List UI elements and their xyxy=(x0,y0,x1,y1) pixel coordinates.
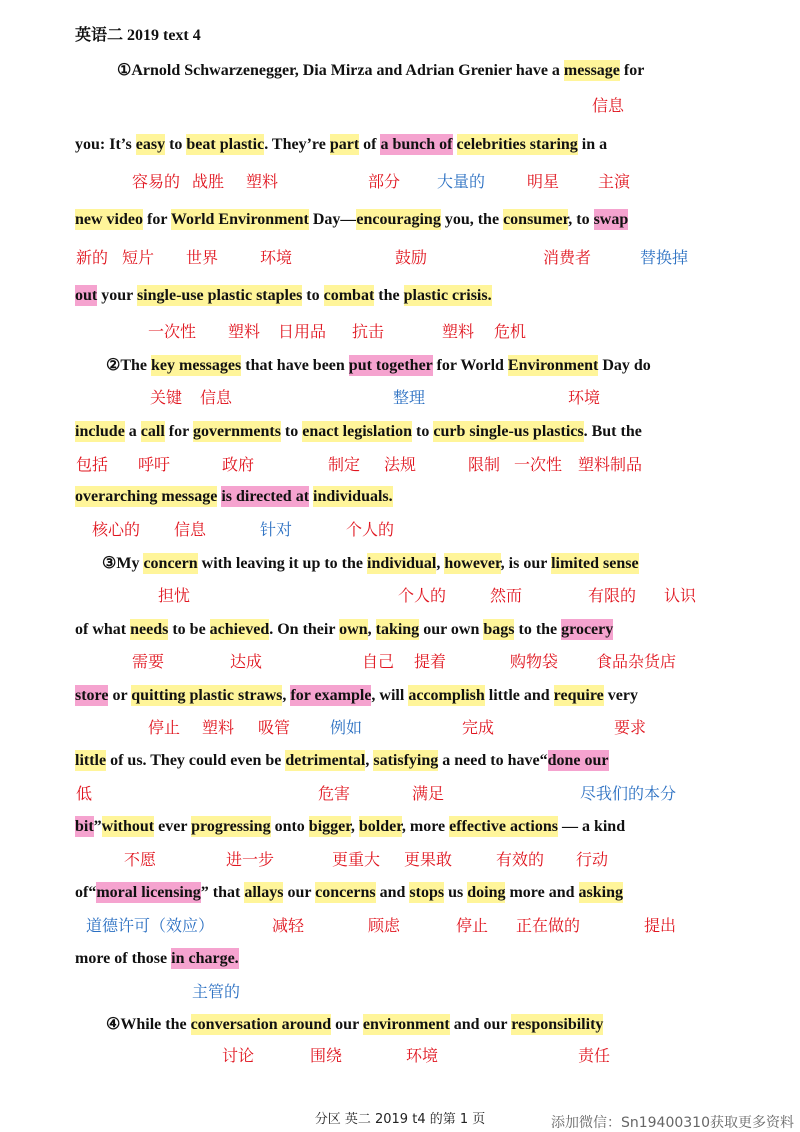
annotation: 整理 xyxy=(393,388,426,407)
highlight: without xyxy=(101,818,155,835)
text: us xyxy=(444,884,468,901)
text: for xyxy=(164,423,193,440)
p3-line5 xyxy=(75,816,625,838)
text: our xyxy=(331,1016,363,1033)
annotation: 日用品 xyxy=(278,322,327,341)
annotation: 关键 xyxy=(150,388,183,407)
annotation: 停止 xyxy=(456,916,489,935)
highlight: however xyxy=(444,555,501,572)
highlight-pink: done our xyxy=(547,752,609,769)
text: ever xyxy=(154,818,192,835)
text: , xyxy=(350,818,359,835)
annotation: 满足 xyxy=(412,784,445,803)
highlight: celebrities staring xyxy=(456,136,578,153)
annotation: 然而 xyxy=(490,586,523,605)
annotation: 自己 xyxy=(362,652,395,671)
annotation: 一次性 xyxy=(148,322,197,341)
highlight: achieved xyxy=(209,621,270,638)
highlight: quitting plastic straws xyxy=(131,687,283,704)
annotation: 个人的 xyxy=(346,520,395,539)
text: with leaving it up to the xyxy=(197,555,367,572)
highlight-pink: bit xyxy=(75,818,94,835)
annotation: 大量的 xyxy=(437,172,486,191)
annotation: 环境 xyxy=(568,388,601,407)
highlight: limited sense xyxy=(551,555,639,572)
p1-line3 xyxy=(75,209,628,231)
p1-line4 xyxy=(75,285,492,307)
annotation: 更果敢 xyxy=(404,850,453,869)
text: ③My xyxy=(102,555,144,572)
annotation: 更重大 xyxy=(332,850,381,869)
text: to xyxy=(280,423,303,440)
annotation: 部分 xyxy=(368,172,401,191)
highlight-pink: store xyxy=(75,687,109,704)
annotation: 需要 xyxy=(132,652,165,671)
annotation: 低 xyxy=(76,784,93,803)
annotation: 针对 xyxy=(260,520,293,539)
annotation: 道德许可（效应） xyxy=(86,916,215,935)
annotation: 提着 xyxy=(414,652,447,671)
annotation: 正在做的 xyxy=(516,916,581,935)
text xyxy=(453,136,457,153)
text: , is our xyxy=(500,555,552,572)
text: , xyxy=(282,687,291,704)
text: you, the xyxy=(440,211,504,228)
highlight-pink: put together xyxy=(348,357,433,374)
highlight: beat plastic xyxy=(186,136,265,153)
highlight: responsibility xyxy=(511,1016,604,1033)
annotation: 替换掉 xyxy=(640,248,689,267)
highlight: curb single-us plastics xyxy=(433,423,584,440)
annotation: 一次性 xyxy=(514,455,563,474)
highlight: accomplish xyxy=(408,687,485,704)
annotation: 进一步 xyxy=(226,850,275,869)
text: . But the xyxy=(583,423,642,440)
highlight: Environment xyxy=(507,357,599,374)
highlight: individuals. xyxy=(313,488,393,505)
p3-line1 xyxy=(102,553,639,575)
p2-line2 xyxy=(75,421,642,443)
annotation: 信息 xyxy=(592,96,625,115)
annotation: 要求 xyxy=(614,718,647,737)
text: to xyxy=(412,423,434,440)
annotation: 包括 xyxy=(76,455,109,474)
text: in a xyxy=(577,136,608,153)
text: — a kind xyxy=(557,818,626,835)
annotation: 顾虑 xyxy=(368,916,401,935)
text: for World xyxy=(432,357,508,374)
annotation: 围绕 xyxy=(310,1046,343,1065)
annotation: 不愿 xyxy=(124,850,157,869)
highlight: easy xyxy=(135,136,166,153)
highlight: bolder xyxy=(358,818,402,835)
text: you: It’s xyxy=(75,136,136,153)
highlight: asking xyxy=(578,884,623,901)
annotation: 讨论 xyxy=(222,1046,255,1065)
text: of xyxy=(359,136,381,153)
text: or xyxy=(108,687,132,704)
annotation: 环境 xyxy=(260,248,293,267)
text: , to xyxy=(568,211,594,228)
annotation: 食品杂货店 xyxy=(596,652,677,671)
highlight: plastic crisis. xyxy=(403,287,492,304)
annotation: 减轻 xyxy=(272,916,305,935)
annotation: 达成 xyxy=(230,652,263,671)
p2-line1 xyxy=(106,355,651,377)
annotation: 信息 xyxy=(174,520,207,539)
page-footer: 分区 英二 2019 t4 的第 1 页 xyxy=(314,1112,486,1127)
watermark-text: 添加微信：Sn19400310获取更多资料 xyxy=(550,1115,794,1131)
annotation: 鼓励 xyxy=(395,248,428,267)
highlight: needs xyxy=(130,621,169,638)
highlight-pink: swap xyxy=(593,211,629,228)
highlight: individual xyxy=(367,555,437,572)
doc-title: 英语二 2019 text 4 xyxy=(75,27,201,44)
highlight: part xyxy=(329,136,360,153)
text: Day— xyxy=(308,211,357,228)
highlight: consumer xyxy=(503,211,569,228)
annotation: 制定 xyxy=(328,455,361,474)
text: more of those xyxy=(75,950,172,967)
annotation: 核心的 xyxy=(92,520,141,539)
text: ” xyxy=(93,818,102,835)
annotation: 完成 xyxy=(462,718,495,737)
highlight: concern xyxy=(143,555,198,572)
annotation: 有限的 xyxy=(588,586,637,605)
annotation: 提出 xyxy=(644,916,677,935)
text: Day do xyxy=(598,357,651,374)
annotation: 呼吁 xyxy=(138,455,171,474)
highlight: allays xyxy=(244,884,284,901)
text: to xyxy=(165,136,187,153)
highlight-pink: in charge. xyxy=(171,950,239,967)
annotation: 塑料 xyxy=(202,718,235,737)
annotation: 认识 xyxy=(664,586,697,605)
annotation: 塑料制品 xyxy=(578,455,643,474)
highlight: bigger xyxy=(308,818,351,835)
p3-line3 xyxy=(75,685,638,707)
text: very xyxy=(603,687,638,704)
annotation: 主演 xyxy=(598,172,631,191)
text: . They’re xyxy=(264,136,330,153)
text: of us. They could even be xyxy=(106,752,286,769)
highlight: taking xyxy=(375,621,420,638)
highlight-pink: for example xyxy=(290,687,372,704)
p2-line3 xyxy=(75,486,393,508)
annotation: 战胜 xyxy=(192,172,225,191)
annotation: 个人的 xyxy=(398,586,447,605)
annotation: 购物袋 xyxy=(510,652,559,671)
text: . On their xyxy=(269,621,340,638)
text: to be xyxy=(168,621,210,638)
text: , more xyxy=(401,818,450,835)
annotation: 容易的 xyxy=(132,172,181,191)
highlight: key messages xyxy=(151,357,242,374)
text: and xyxy=(375,884,410,901)
highlight: own xyxy=(339,621,368,638)
highlight-pink: moral licensing xyxy=(96,884,201,901)
annotation: 例如 xyxy=(330,718,363,737)
text: and our xyxy=(449,1016,512,1033)
annotation: 危机 xyxy=(494,322,527,341)
annotation: 吸管 xyxy=(258,718,291,737)
annotation: 明星 xyxy=(527,172,560,191)
highlight: enact legislation xyxy=(302,423,413,440)
text: ④While the xyxy=(106,1016,191,1033)
annotation: 短片 xyxy=(122,248,155,267)
highlight: satisfying xyxy=(373,752,439,769)
highlight-pink: is directed at xyxy=(221,488,310,505)
text: the xyxy=(374,287,404,304)
annotation: 责任 xyxy=(578,1046,611,1065)
highlight: include xyxy=(75,423,125,440)
annotation: 塑料 xyxy=(246,172,279,191)
text: , xyxy=(365,752,374,769)
annotation: 抗击 xyxy=(352,322,385,341)
annotation: 政府 xyxy=(222,455,255,474)
annotation: 危害 xyxy=(318,784,351,803)
text: ①Arnold Schwarzenegger, Dia Mirza and Adrian Grenier have a xyxy=(117,62,564,79)
p1-line1 xyxy=(117,60,644,82)
highlight: encouraging xyxy=(356,211,441,228)
highlight: single-use plastic staples xyxy=(136,287,303,304)
text: , xyxy=(367,621,376,638)
highlight-pink: out xyxy=(75,287,98,304)
annotation: 有效的 xyxy=(496,850,545,869)
p3-line7 xyxy=(75,948,239,970)
text: for xyxy=(143,211,171,228)
text: ” that xyxy=(200,884,245,901)
text: our own xyxy=(419,621,484,638)
annotation: 担忧 xyxy=(158,586,191,605)
annotation: 消费者 xyxy=(543,248,592,267)
text: onto xyxy=(270,818,309,835)
highlight: little xyxy=(75,752,107,769)
annotation: 行动 xyxy=(576,850,609,869)
p3-line2 xyxy=(75,619,613,641)
annotation: 新的 xyxy=(76,248,109,267)
highlight: detrimental xyxy=(285,752,366,769)
p1-line2 xyxy=(75,134,607,156)
text: , xyxy=(436,555,445,572)
highlight: effective actions xyxy=(449,818,558,835)
text: to xyxy=(302,287,324,304)
annotation: 世界 xyxy=(186,248,219,267)
text: for xyxy=(619,62,645,79)
annotation: 限制 xyxy=(468,455,501,474)
text: to the xyxy=(514,621,562,638)
highlight: overarching message xyxy=(75,488,218,505)
annotation: 尽我们的本分 xyxy=(580,784,677,803)
highlight: new video xyxy=(75,211,143,228)
p4-line1 xyxy=(106,1014,603,1036)
annotation: 主管的 xyxy=(192,982,241,1001)
annotation: 信息 xyxy=(200,388,233,407)
p3-line6 xyxy=(75,882,623,904)
text: little and xyxy=(484,687,554,704)
text: your xyxy=(97,287,137,304)
text: of what xyxy=(75,621,131,638)
highlight: doing xyxy=(467,884,506,901)
text: a need to have“ xyxy=(438,752,548,769)
annotation: 停止 xyxy=(148,718,181,737)
text: more and xyxy=(505,884,579,901)
text: a xyxy=(124,423,141,440)
highlight: conversation around xyxy=(190,1016,332,1033)
annotation: 法规 xyxy=(384,455,417,474)
highlight: concerns xyxy=(315,884,376,901)
annotation: 塑料 xyxy=(442,322,475,341)
text: that have been xyxy=(241,357,349,374)
p3-line4 xyxy=(75,750,609,772)
text: ②The xyxy=(106,357,152,374)
highlight: environment xyxy=(362,1016,450,1033)
highlight-pink: a bunch of xyxy=(380,136,453,153)
annotation: 环境 xyxy=(406,1046,439,1065)
highlight: World Environment xyxy=(170,211,309,228)
highlight: require xyxy=(553,687,604,704)
highlight: call xyxy=(140,423,165,440)
highlight: bags xyxy=(483,621,515,638)
text: of“ xyxy=(75,884,97,901)
annotation: 塑料 xyxy=(228,322,261,341)
text: , will xyxy=(371,687,409,704)
highlight: stops xyxy=(409,884,445,901)
text: our xyxy=(283,884,316,901)
highlight-pink: grocery xyxy=(561,621,614,638)
highlight: governments xyxy=(192,423,281,440)
highlight: message xyxy=(563,62,620,79)
highlight: combat xyxy=(323,287,375,304)
highlight: progressing xyxy=(191,818,271,835)
